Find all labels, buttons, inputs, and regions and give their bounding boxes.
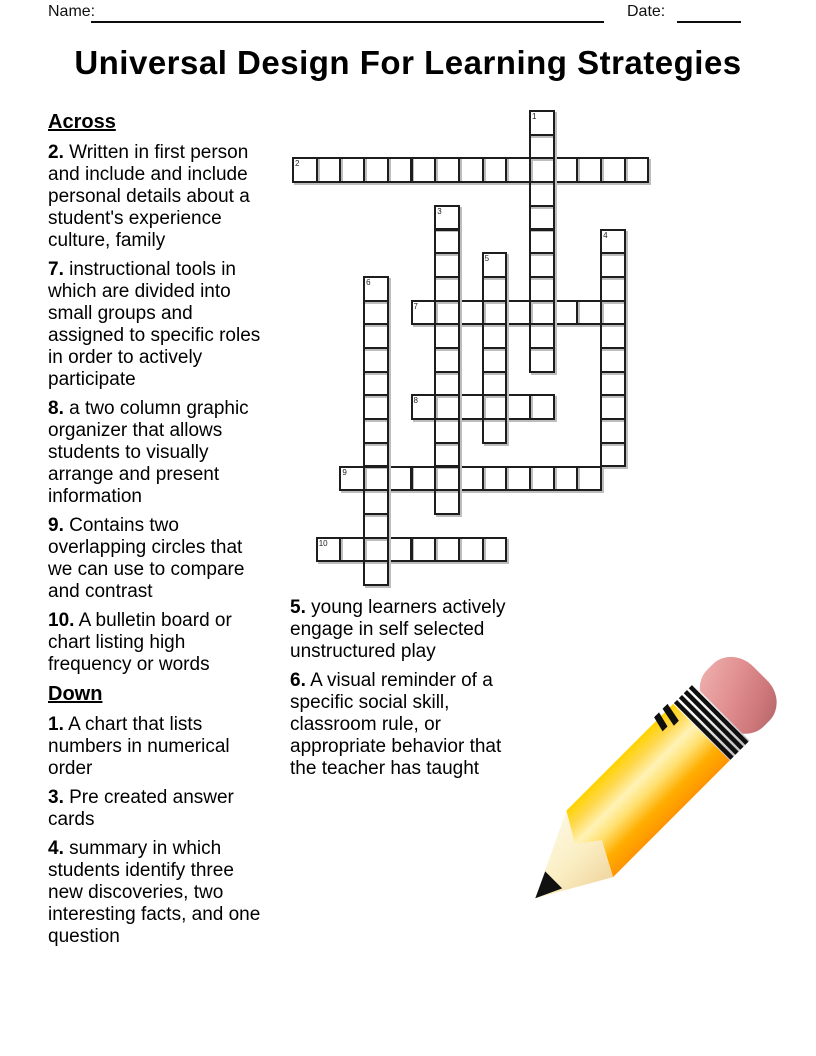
grid-cell (482, 466, 508, 492)
pencil-icon (505, 638, 795, 910)
grid-cell (482, 157, 508, 183)
grid-clue-number: 9 (342, 467, 347, 477)
clue-number-label: 2. (48, 142, 64, 163)
grid-cell (529, 394, 555, 420)
down-heading: Down (48, 683, 103, 705)
grid-cell (434, 252, 460, 278)
grid-cell (363, 347, 389, 373)
grid-cell (553, 300, 579, 326)
grid-cell (434, 323, 460, 349)
grid-cell (553, 466, 579, 492)
grid-cell (434, 418, 460, 444)
grid-cell (316, 537, 342, 563)
grid-cell (411, 466, 437, 492)
grid-cell (387, 157, 413, 183)
date-line (677, 6, 741, 23)
clue-number-label: 4. (48, 838, 64, 859)
clues-right-column (290, 597, 520, 787)
grid-cell (458, 157, 484, 183)
grid-clue-number: 1 (532, 112, 537, 121)
grid-cell (434, 371, 460, 397)
page-title: Universal Design For Learning Strategies (74, 44, 742, 81)
grid-cell (434, 229, 460, 255)
grid-clue-number: 4 (603, 230, 608, 240)
grid-cell (600, 418, 626, 444)
grid-cell (363, 371, 389, 397)
clue-number-label: 1. (48, 714, 64, 735)
grid-cell (434, 466, 460, 492)
grid-cell (339, 157, 365, 183)
grid-cell (363, 276, 389, 302)
name-line (91, 6, 604, 23)
grid-cell (505, 300, 531, 326)
grid-cell (363, 537, 389, 563)
grid-cell (529, 252, 555, 278)
grid-cell (387, 537, 413, 563)
grid-cell (600, 252, 626, 278)
grid-cell (529, 157, 555, 183)
grid-cell (529, 229, 555, 255)
clue-number-label: 10. (48, 610, 75, 631)
grid-cell (363, 300, 389, 326)
name-label: Name: (48, 3, 96, 20)
grid-cell (363, 394, 389, 420)
grid-cell (339, 466, 365, 492)
grid-clue-number: 6 (366, 277, 371, 287)
grid-cell (434, 347, 460, 373)
grid-clue-number: 10 (318, 538, 328, 548)
grid-cell (600, 442, 626, 468)
grid-cell (600, 371, 626, 397)
grid-cell (482, 347, 508, 373)
grid-cell (624, 157, 650, 183)
grid-cell (434, 157, 460, 183)
clue-across-10: 10. A bulletin board or chart listing high frequency or words (48, 610, 232, 675)
clue-across-8: 8. a two column graphic organizer that allows students to visually arrange and present information (48, 398, 249, 507)
grid-cell (363, 489, 389, 515)
grid-cell (529, 347, 555, 373)
across-heading: Across (48, 111, 116, 133)
grid-cell (529, 300, 555, 326)
clue-down-4: 4. summary in which students identify three new discoveries, two interesting facts, and one question (48, 838, 261, 947)
crossword-grid (292, 110, 649, 585)
grid-cell (600, 347, 626, 373)
grid-cell (482, 300, 508, 326)
grid-cell (363, 323, 389, 349)
grid-cell (482, 371, 508, 397)
grid-cell (292, 157, 318, 183)
grid-clue-number: 7 (413, 301, 418, 311)
grid-cell (600, 276, 626, 302)
grid-cell (411, 537, 437, 563)
grid-cell (600, 229, 626, 255)
grid-cell (529, 110, 555, 136)
grid-cell (434, 394, 460, 420)
grid-cell (387, 466, 413, 492)
grid-cell (600, 157, 626, 183)
clue-down-5: 5. young learners actively engage in self selected unstructured play (290, 597, 506, 662)
clue-down-6: 6. A visual reminder of a specific social skill, classroom rule, or appropriate behavior that the teacher has taught (290, 670, 502, 779)
grid-cell (316, 157, 342, 183)
grid-cell (434, 276, 460, 302)
grid-cell (458, 394, 484, 420)
grid-clue-number: 2 (295, 159, 300, 169)
grid-cell (363, 157, 389, 183)
down-clues-right (290, 597, 520, 780)
grid-cell (505, 466, 531, 492)
grid-cell (339, 537, 365, 563)
grid-cell (576, 157, 602, 183)
clue-number-label: 9. (48, 515, 64, 536)
grid-clue-number: 3 (437, 206, 442, 216)
clue-number-label: 8. (48, 398, 64, 419)
grid-cell (529, 276, 555, 302)
grid-cell (458, 300, 484, 326)
grid-cell (482, 394, 508, 420)
across-clues (48, 142, 262, 676)
grid-cell (600, 300, 626, 326)
clue-number-label: 7. (48, 259, 64, 280)
date-label: Date: (627, 3, 666, 20)
clue-across-9: 9. Contains two overlapping circles that we can use to compare and contrast (48, 515, 245, 602)
clue-across-2: 2. Written in first person and include and include personal details about a student's experience culture, family (48, 142, 250, 251)
grid-clue-number: 8 (413, 396, 418, 406)
grid-cell (529, 466, 555, 492)
grid-cell (529, 134, 555, 160)
down-clues-left (48, 714, 262, 948)
grid-cell (434, 537, 460, 563)
grid-cell (505, 157, 531, 183)
grid-cell (363, 513, 389, 539)
clue-down-3: 3. Pre created answer cards (48, 787, 234, 830)
grid-cell (600, 323, 626, 349)
clue-across-7: 7. instructional tools in which are divided into small groups and assigned to specific roles in order to actively participate (48, 259, 261, 390)
grid-cell (482, 323, 508, 349)
grid-cell (600, 394, 626, 420)
grid-cell (482, 418, 508, 444)
grid-clue-number: 5 (484, 254, 490, 264)
grid-cell (363, 560, 389, 586)
clue-number-label: 6. (290, 670, 306, 691)
grid-cell (576, 300, 602, 326)
grid-cell (529, 181, 555, 207)
clues-left-column (48, 111, 262, 955)
clue-number-label: 5. (290, 597, 306, 618)
grid-cell (363, 466, 389, 492)
grid-cell (529, 323, 555, 349)
grid-cell (411, 394, 437, 420)
grid-cell (482, 537, 508, 563)
grid-cell (482, 276, 508, 302)
grid-cell (434, 300, 460, 326)
grid-cell (458, 537, 484, 563)
grid-cell (505, 394, 531, 420)
grid-cell (411, 157, 437, 183)
grid-cell (434, 205, 460, 231)
grid-cell (458, 466, 484, 492)
clue-down-1: 1. A chart that lists numbers in numerical order (48, 714, 230, 779)
clue-number-label: 3. (48, 787, 64, 808)
grid-cell (553, 157, 579, 183)
grid-cell (363, 442, 389, 468)
grid-cell (482, 252, 508, 278)
grid-cell (576, 466, 602, 492)
grid-cell (529, 205, 555, 231)
grid-cell (411, 300, 437, 326)
grid-cell (363, 418, 389, 444)
grid-cell (434, 442, 460, 468)
grid-cell (434, 489, 460, 515)
